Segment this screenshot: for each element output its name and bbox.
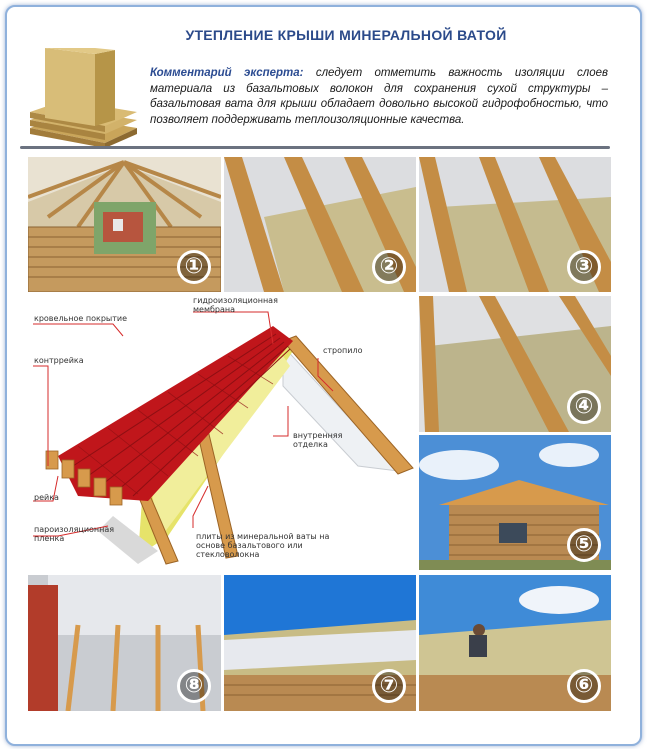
photo-7: [224, 575, 416, 711]
comment-text: следует отметить важность изоляции слоев материала из базальтовых волокон для сохранения сухой структуры – базальтовая вата для крыши обладает довольно высокой гидрофобностью, что позволяет поддерживать теплоизоляционные качества.: [150, 67, 608, 126]
page-title: УТЕПЛЕНИЕ КРЫШИ МИНЕРАЛЬНОЙ ВАТОЙ: [185, 27, 507, 43]
photo-number-badge: ⑦: [372, 669, 406, 703]
mineral-wool-stack-image: [25, 48, 140, 148]
photo-number-badge: ①: [177, 250, 211, 284]
photo-number-badge: ⑥: [567, 669, 601, 703]
photo-number-badge: ②: [372, 250, 406, 284]
label-roofing: кровельное покрытие: [34, 314, 127, 323]
roof-layers-diagram: [28, 296, 414, 568]
label-inner-finish: внутренняя отделка: [293, 431, 343, 449]
photo-2: [224, 157, 416, 292]
expert-comment: [150, 66, 608, 128]
photo-number-badge: ⑤: [567, 528, 601, 562]
photo-6: [419, 575, 611, 711]
label-batten: рейка: [34, 493, 59, 502]
photo-number-badge: ⑧: [177, 669, 211, 703]
photo-5: [419, 435, 611, 570]
label-wool: плиты из минеральной ваты на основе базальтового или стекловолокна: [196, 532, 330, 559]
label-membrane: гидроизоляционная мембрана: [193, 296, 278, 314]
photo-number-badge: ④: [567, 390, 601, 424]
comment-lead: Комментарий эксперта:: [150, 67, 304, 79]
label-rafter: стропило: [323, 346, 363, 355]
photo-3: [419, 157, 611, 292]
label-counter-batten: контррейка: [34, 356, 84, 365]
header-separator: [20, 146, 610, 149]
photo-4: [419, 296, 611, 432]
photo-1: [28, 157, 221, 292]
label-vapor: пароизоляционная пленка: [34, 525, 115, 543]
photo-number-badge: ③: [567, 250, 601, 284]
photo-8: [28, 575, 221, 711]
